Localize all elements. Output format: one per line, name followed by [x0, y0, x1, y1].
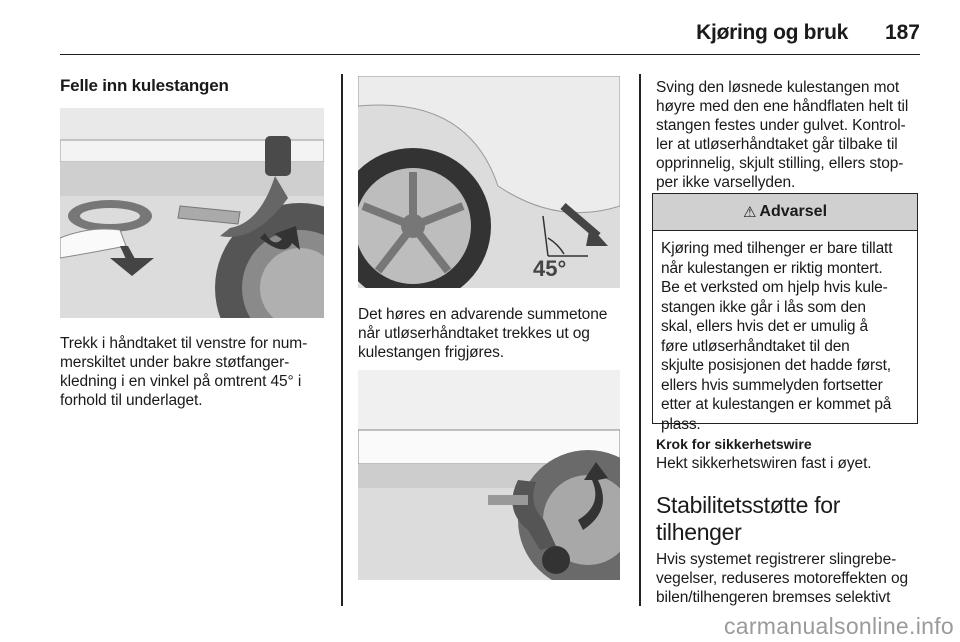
- watermark: carmanualsonline.info: [723, 613, 954, 639]
- right-text-block: [656, 78, 924, 192]
- instruction-paragraph-pull-handle: Trekk i håndtaket til venstre for num- merskiltet under bakre støtfanger- kledning i en vinkel på omtrent 45° i forhold til underlaget.: [60, 335, 308, 409]
- towbar-swing-illustration: [358, 370, 620, 580]
- section-heading-stability: Stabilitetsstøtte for tilhenger: [656, 492, 841, 545]
- warning-header: [653, 194, 917, 231]
- instruction-paragraph-warning-tone: Det høres en advarende summetone når utløserhåndtaket trekkes ut og kulestangen frigjøres.: [358, 306, 608, 361]
- column-divider-left: [341, 74, 343, 606]
- section-title-fold-in: Felle inn kulestangen: [60, 76, 229, 95]
- figure-swing-towbar: [358, 370, 620, 580]
- page-number: 187: [884, 21, 920, 44]
- warning-title: Advarsel: [759, 203, 828, 220]
- chapter-title: Kjøring og bruk: [696, 21, 848, 44]
- safety-wire-block: [656, 436, 924, 473]
- column-divider-right: [639, 74, 641, 606]
- warning-box: [652, 193, 918, 433]
- stability-text: Hvis systemet registrerer slingrebe- vegelser, reduseres motoreffekten og bilen/tilhengeren bremses selektivt: [656, 551, 909, 606]
- instruction-paragraph-swing: Sving den løsnede kulestangen mot høyre med den ene håndflaten helt til stangen festes under gulvet. Kontrol- ler at utløserhåndtaket går tilbake til opprinnelig, skjult stilling, ellers stop- per ikke varsellyden.: [656, 79, 909, 191]
- subheading-safety-wire: Krok for sikkerhetswire: [656, 436, 812, 452]
- left-column: [60, 76, 326, 96]
- stability-block: [656, 492, 924, 607]
- safety-wire-text: Hekt sikkerhetswiren fast i øyet.: [656, 455, 872, 472]
- figure-handle-angle: [358, 76, 620, 288]
- left-text-block: [60, 334, 330, 410]
- warning-triangle-icon: ⚠: [742, 204, 757, 221]
- warning-body: Kjøring med tilhenger er bare tillatt når kulestangen er riktig montert. Be et verksted om hjelp hvis kule- stangen ikke går i lås som den skal, ellers hvis det er umulig å føre utløserhåndtaket til den skjulte posisjonen det hadde først, ellers hvis summelyden fortsetter etter at kulestangen er kommet på plass.: [661, 240, 893, 433]
- page-header: [60, 18, 920, 55]
- angle-illustration: [358, 76, 620, 288]
- angle-label: 45°: [533, 256, 567, 281]
- release-handle-illustration: [60, 108, 324, 318]
- figure-release-handle: [60, 108, 324, 318]
- middle-text-block: [358, 305, 628, 362]
